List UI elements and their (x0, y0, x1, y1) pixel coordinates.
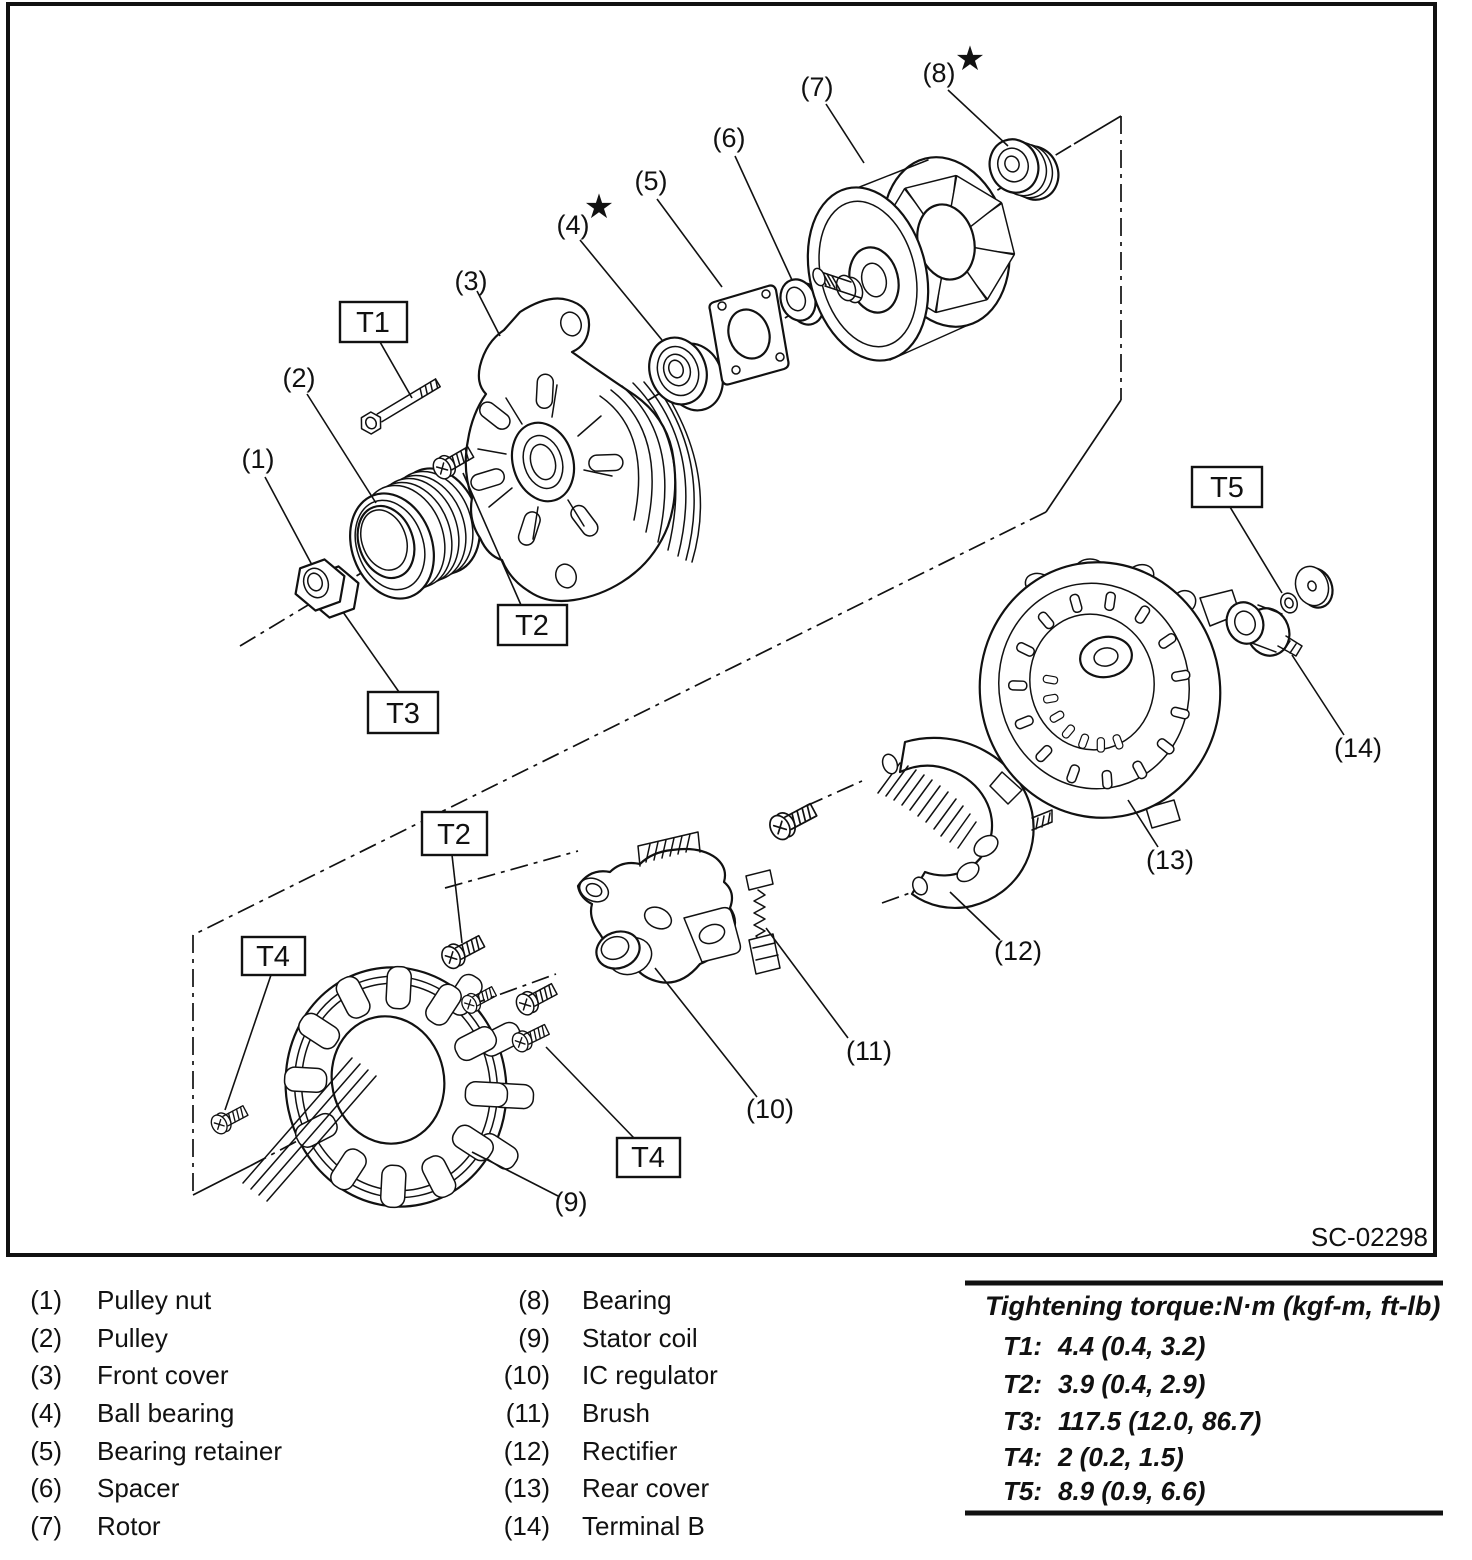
label-13: (13) (1145, 845, 1195, 875)
legend-name: Pulley nut (97, 1285, 212, 1315)
legend-name: Ball bearing (97, 1398, 235, 1428)
label-5: (5) (634, 166, 668, 196)
legend-num: (10) (503, 1360, 550, 1390)
label-9: (9) (554, 1187, 588, 1217)
legend-num: (8) (518, 1285, 550, 1315)
torque-row-value: 117.5 (12.0, 86.7) (1058, 1406, 1262, 1436)
screw-t2-bottom (438, 931, 487, 972)
legend-col2 (504, 1285, 718, 1541)
part-brush (746, 870, 780, 974)
label-3: (3) (454, 266, 488, 296)
label-1: (1) (241, 444, 275, 474)
bolt-t1 (357, 375, 443, 437)
torque-tag-t2b: T2 (437, 819, 471, 851)
part-rear-cover (960, 543, 1241, 837)
legend-name: Pulley (97, 1323, 168, 1353)
label-2: (2) (282, 363, 316, 393)
legend-name: Spacer (97, 1473, 180, 1503)
legend-num: (1) (30, 1285, 62, 1315)
part-stator-coil (243, 941, 553, 1227)
label-4: (4) (556, 210, 590, 240)
legend-col1 (30, 1285, 282, 1541)
torque-tag-t5: T5 (1210, 472, 1244, 504)
legend-num: (5) (30, 1436, 62, 1466)
torque-row-value: 8.9 (0.9, 6.6) (1058, 1476, 1206, 1506)
legend-name: Rear cover (582, 1473, 710, 1503)
part-terminal-b (1221, 562, 1338, 662)
torque-row-value: 2 (0.2, 1.5) (1058, 1442, 1184, 1472)
legend-name: IC regulator (582, 1360, 718, 1390)
legend-name: Rectifier (582, 1436, 678, 1466)
label-8: (8) (922, 58, 956, 88)
torque-tag-t3: T3 (386, 698, 420, 730)
legend-num: (3) (30, 1360, 62, 1390)
part-ic-regulator (576, 832, 741, 983)
legend-name: Bearing retainer (97, 1436, 282, 1466)
torque-row-id: T4: (1003, 1442, 1042, 1472)
torque-tag-t2a: T2 (515, 610, 549, 642)
legend-num: (7) (30, 1511, 62, 1541)
legend-num: (9) (518, 1323, 550, 1353)
legend-name: Brush (582, 1398, 650, 1428)
legend-num: (12) (503, 1436, 550, 1466)
screw-t4 (208, 1102, 250, 1137)
torque-row-id: T1: (1003, 1331, 1042, 1361)
legend-num: (13) (503, 1473, 550, 1503)
torque-tag-t4a: T4 (256, 941, 290, 973)
legend-name: Stator coil (582, 1323, 698, 1353)
label-7: (7) (800, 72, 834, 102)
legend-name: Terminal B (582, 1511, 705, 1541)
legend-num: (6) (30, 1473, 62, 1503)
legend-num: (14) (503, 1511, 550, 1541)
legend-name: Bearing (582, 1285, 672, 1315)
screw-b (513, 979, 560, 1018)
star-icon-8: ★ (954, 39, 986, 79)
legend-name: Rotor (97, 1511, 161, 1541)
figure-code: SC-02298 (1310, 1222, 1428, 1252)
part-bearing (982, 132, 1066, 206)
part-bearing-retainer (710, 286, 789, 385)
torque-table-title: Tightening torque:N·m (kgf-m, ft-lb) (985, 1291, 1441, 1321)
legend-num: (11) (505, 1398, 550, 1428)
screw-rectifier (766, 799, 820, 843)
label-12: (12) (993, 936, 1043, 966)
torque-row-value: 4.4 (0.4, 3.2) (1058, 1331, 1206, 1361)
torque-tag-t4b: T4 (631, 1142, 665, 1174)
label-14: (14) (1333, 733, 1383, 763)
part-pulley-nut (288, 555, 366, 622)
label-10: (10) (745, 1094, 795, 1124)
star-icon-4: ★ (583, 187, 615, 227)
torque-row-id: T3: (1003, 1406, 1042, 1436)
label-6: (6) (712, 123, 746, 153)
torque-tag-t1: T1 (356, 307, 390, 339)
legend-name: Front cover (97, 1360, 229, 1390)
legend-num: (4) (30, 1398, 62, 1428)
torque-row-value: 3.9 (0.4, 2.9) (1058, 1369, 1206, 1399)
torque-table (965, 1283, 1443, 1513)
torque-row-id: T2: (1003, 1369, 1042, 1399)
part-rotor (790, 144, 1027, 374)
torque-row-id: T5: (1003, 1476, 1042, 1506)
legend-num: (2) (30, 1323, 62, 1353)
diagram-border (8, 4, 1435, 1255)
label-11: (11) (845, 1036, 893, 1066)
